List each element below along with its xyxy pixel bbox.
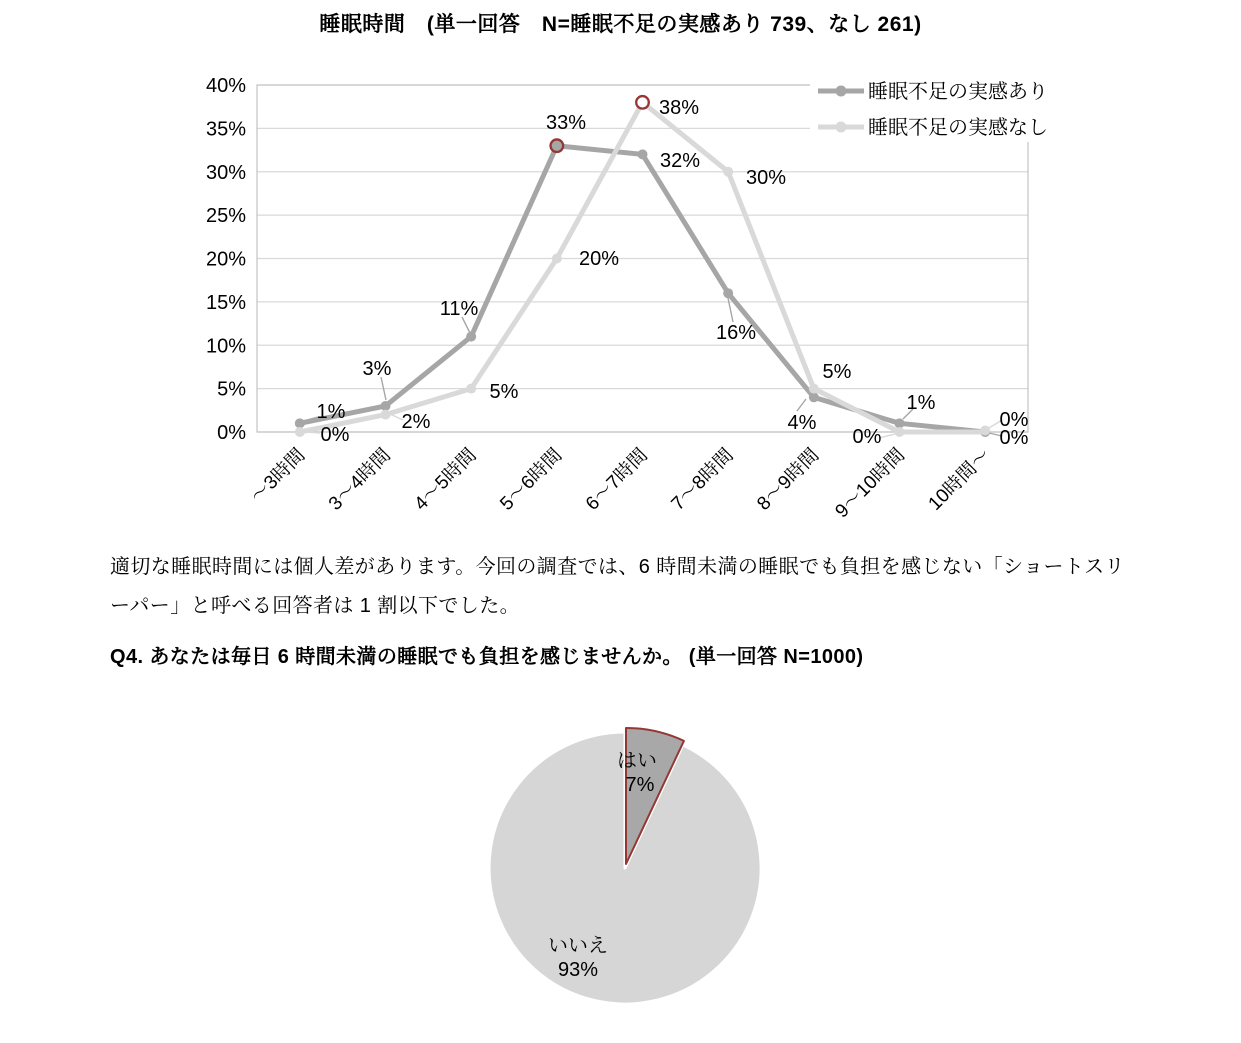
y-axis-tick-label: 0% [217,422,246,444]
x-axis-tick-label: 3～4時間 [324,444,396,515]
y-axis-tick-label: 40% [205,75,246,97]
x-axis-tick-label: 9～10時間 [831,444,910,523]
pie-value-yes: 7% [625,774,655,796]
data-label: 3% [362,358,392,380]
pie-value-no: 93% [557,959,599,981]
x-axis-tick-label: 4～5時間 [410,444,481,515]
data-label: 5% [489,381,519,403]
x-axis-tick-label: 5～6時間 [496,444,567,515]
y-axis-tick-label: 25% [205,205,246,228]
y-axis-tick-label: 35% [205,118,246,141]
x-axis-tick-label: ～3時間 [246,444,310,508]
y-axis-tick-label: 20% [205,248,246,271]
x-axis-tick-label: 6～7時間 [581,444,653,515]
y-axis-tick-label: 5% [217,378,246,401]
x-axis-tick-label: 8～9時間 [753,444,824,515]
y-axis-tick-label: 30% [205,161,246,184]
data-label: 4% [787,412,817,434]
pie-label-yes: はい [617,750,657,772]
data-label: 33% [545,112,587,134]
data-label: 32% [659,150,701,172]
legend-label: 睡眠不足の実感なし [868,117,1048,139]
pie-label-no: いいえ [548,935,608,957]
data-label: 0% [999,409,1029,431]
x-axis-tick-label: 10時間～ [924,444,995,515]
line-chart-title: 睡眠時間 (単一回答 N=睡眠不足の実感あり 739、なし 261) [319,13,922,36]
data-label: 30% [745,167,787,189]
data-label: 1% [316,401,346,423]
data-label: 0% [852,426,882,448]
data-label: 20% [578,248,620,270]
data-label: 1% [906,392,936,414]
x-axis-tick-label: 7～8時間 [667,444,738,515]
data-label: 16% [715,322,757,344]
data-label: 38% [658,97,700,119]
y-axis-tick-label: 15% [205,291,246,314]
body-paragraph: 適切な睡眠時間には個人差があります。今回の調査では、6 時間未満の睡眠でも負担を感じない「ショートスリーパー」と呼べる回答者は 1 割以下でした。 [110,556,1125,617]
data-label: 0% [320,424,350,446]
data-label: 5% [822,361,852,383]
q4-heading: Q4. あなたは毎日 6 時間未満の睡眠でも負担を感じませんか。 (単一回答 N=1000) [110,646,864,668]
legend-label: 睡眠不足の実感あり [868,81,1048,103]
data-label: 11% [439,298,479,320]
data-label: 0% [999,427,1029,449]
data-label: 2% [401,411,431,433]
y-axis-tick-label: 10% [205,335,246,358]
